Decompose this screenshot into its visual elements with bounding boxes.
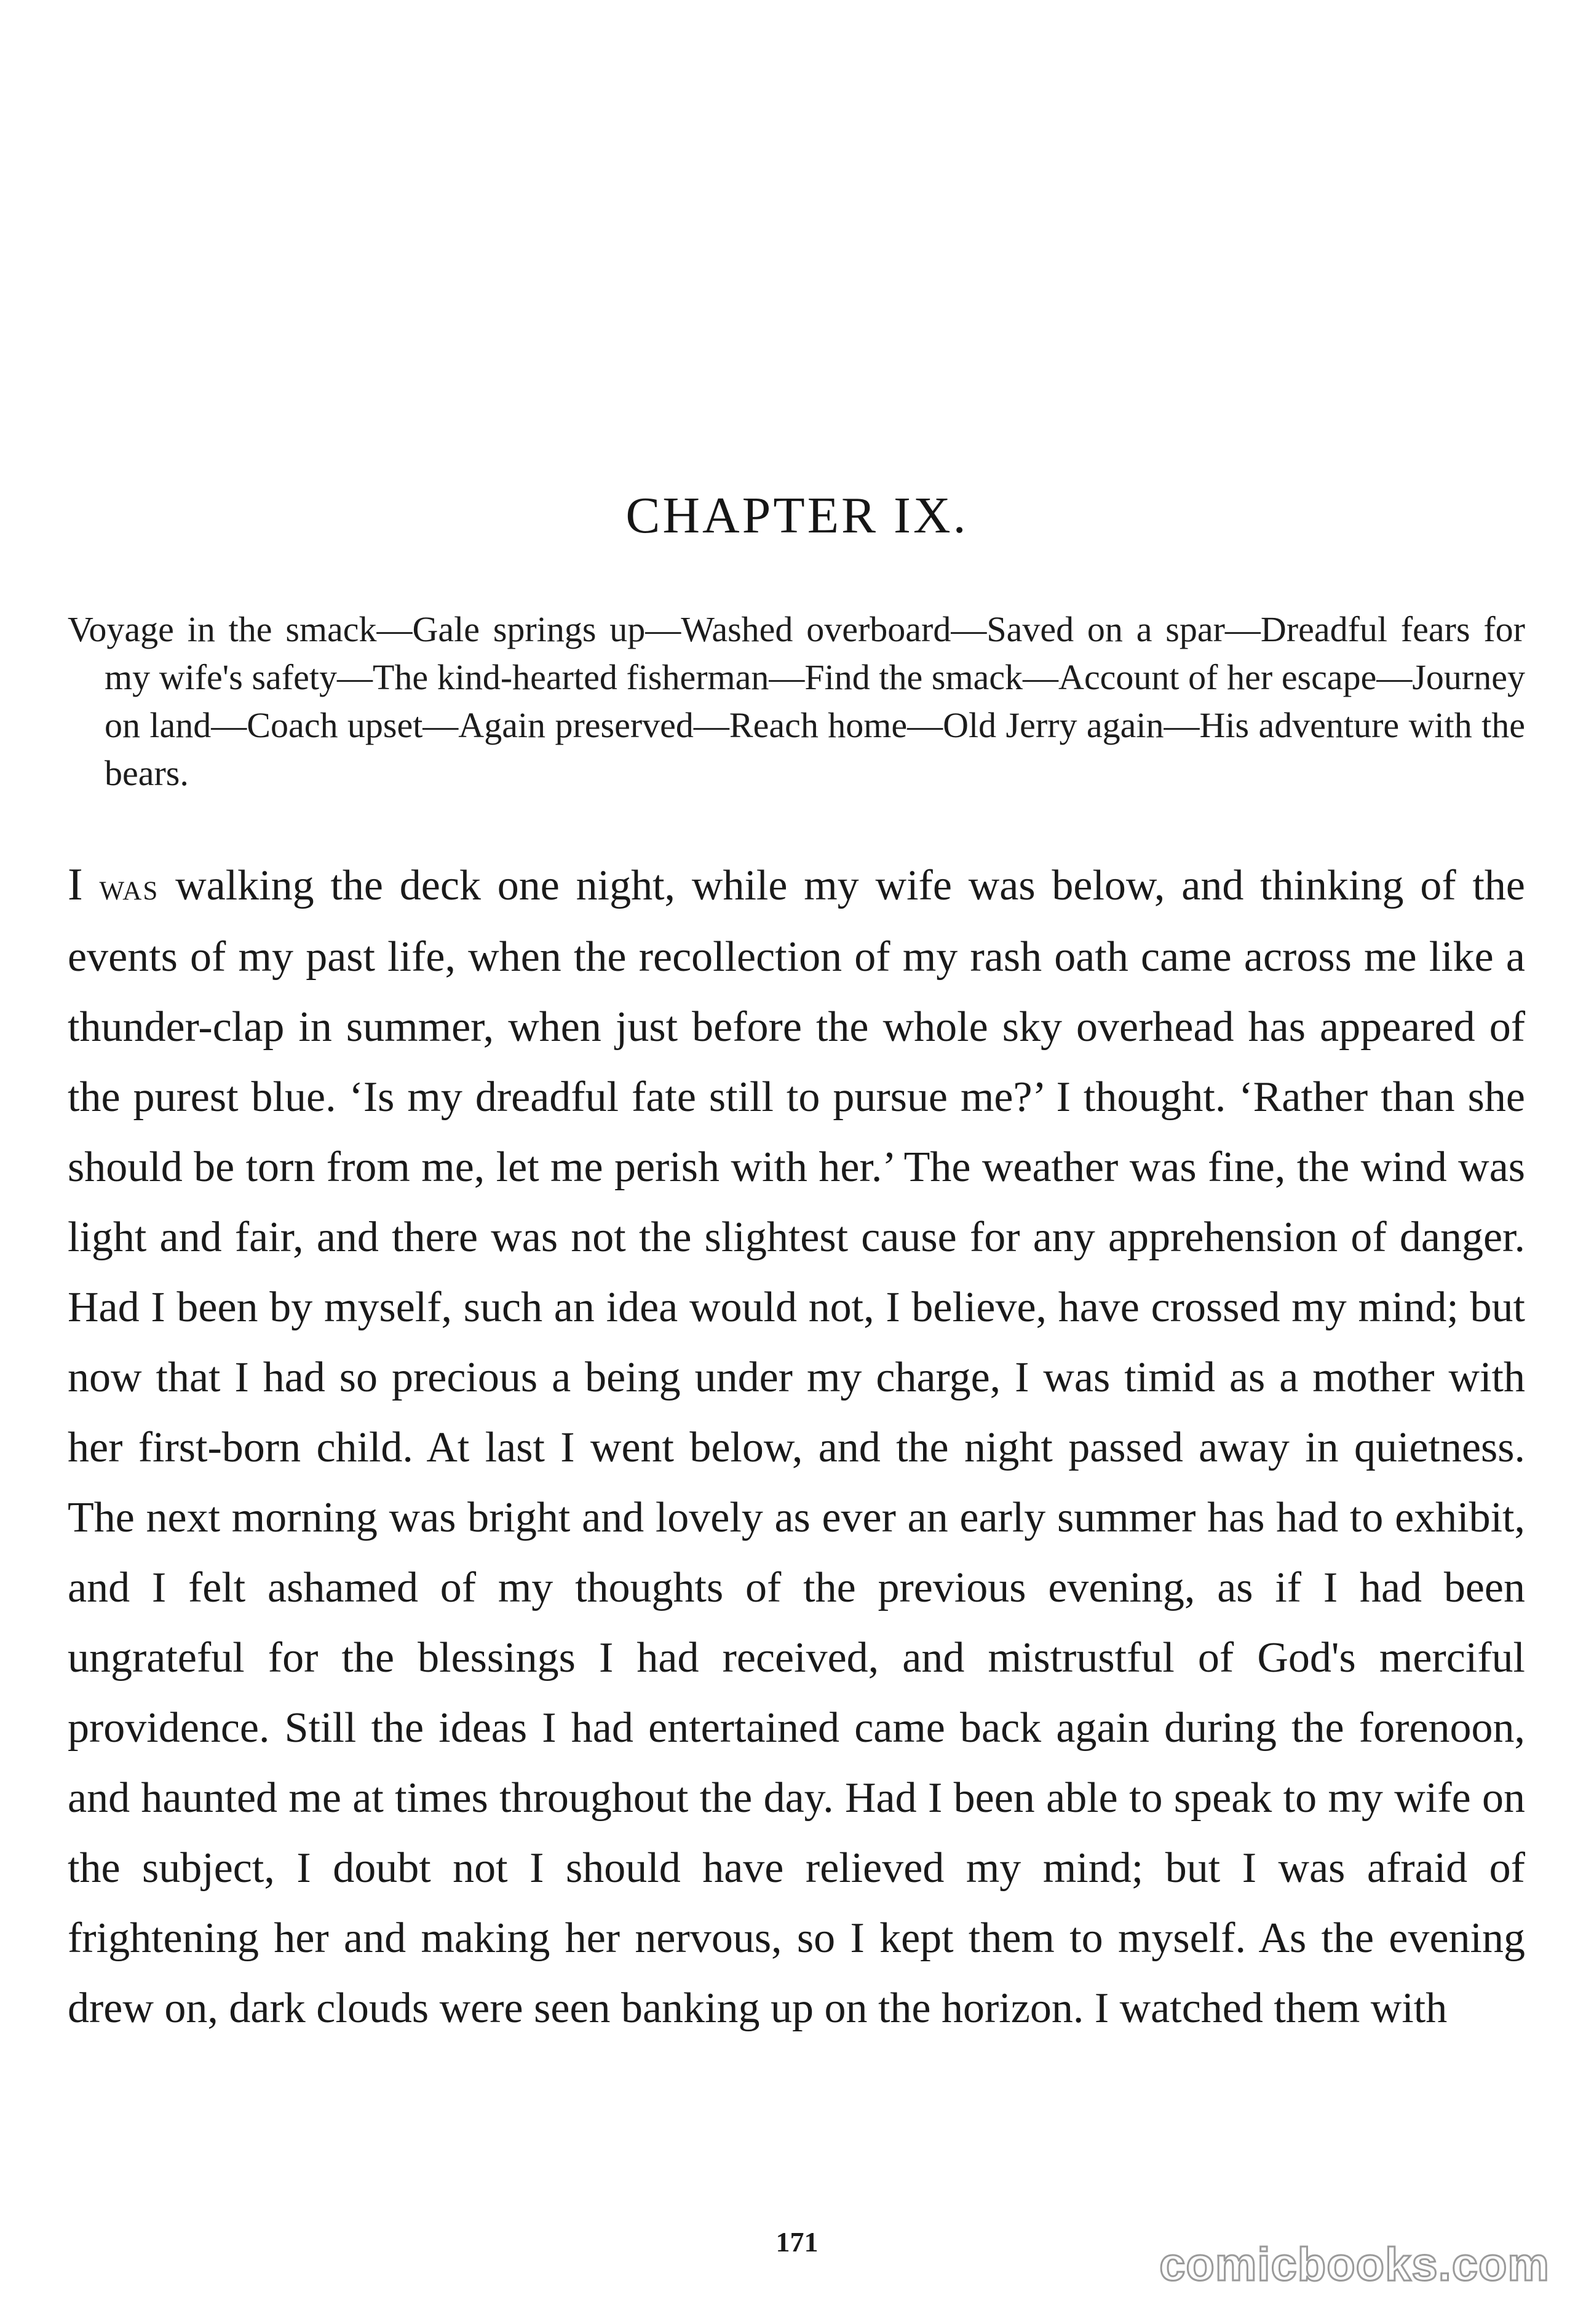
page-number: 171 (775, 2226, 819, 2258)
chapter-synopsis: Voyage in the smack—Gale springs up—Washed overboard—Saved on a spar—Dreadful fears for my wife's safety—The kind-hearted fisherman—Find the smack—Account of her escape—Journey on land—Coach upset—Again preserved—Reach home—Old Jerry again—His adventure with the bears. (68, 609, 1525, 793)
drop-cap: I (68, 860, 83, 910)
chapter-title: CHAPTER IX. (625, 487, 969, 544)
body-paragraph (68, 850, 1525, 2044)
watermark-logo: comicbooks.com (1159, 2239, 1550, 2291)
body-text: walking the deck one night, while my wife was below, and thinking of the events of my past life, when the recollection of my rash oath came across me like a thunder-clap in summer, when just before the whole sky overhead has appeared of the purest blue. ‘Is my dreadful fate still to pursue me?’ I thought. ‘Rather than she should be torn from me, let me perish with her.’ The weather was fine, the wind was light and fair, and there was not the slightest cause for any apprehension of danger. Had I been by myself, such an idea would not, I believe, have crossed my mind; but now that I had so precious a being under my charge, I was timid as a mother with her first-born child. At last I went below, and the night passed away in quietness. The next morning was bright and lovely as ever an early summer has had to exhibit, and I felt ashamed of my thoughts of the previous evening, as if I had been ungrateful for the blessings I had received, and mistrustful of God's merciful providence. Still the ideas I had entertained came back again during the forenoon, and haunted me at times throughout the day. Had I been able to speak to my wife on the subject, I doubt not I should have relieved my mind; but I was afraid of frightening her and making her nervous, so I kept them to myself. As the evening drew on, dark clouds were seen banking up on the horizon. I watched them with (68, 862, 1525, 2032)
small-caps-word: was (99, 866, 159, 908)
